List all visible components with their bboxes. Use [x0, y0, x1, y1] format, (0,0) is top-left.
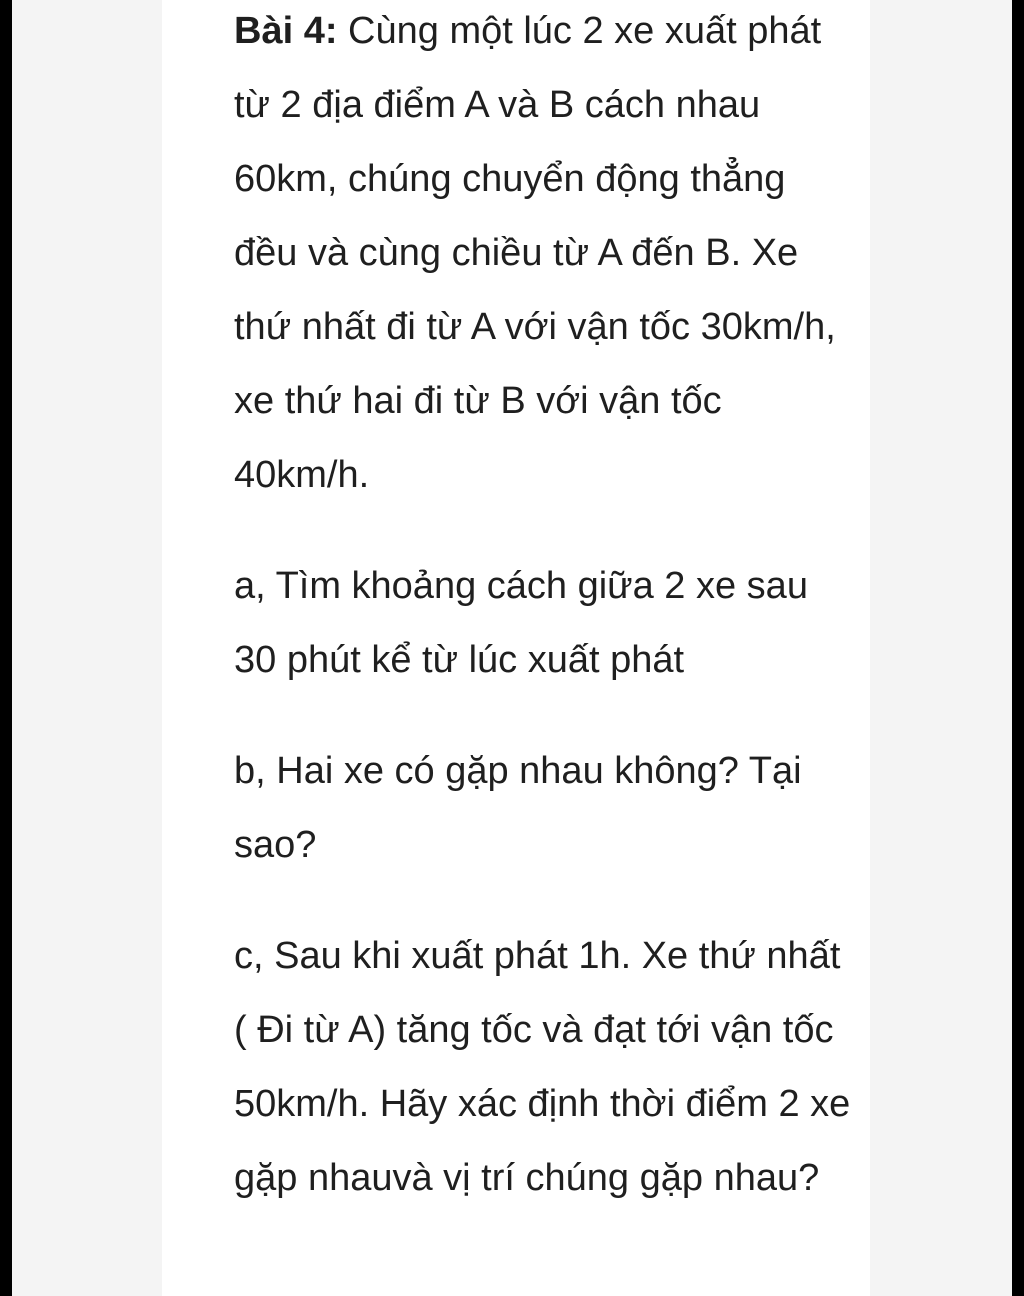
document-page [162, 0, 870, 1296]
part-a: a, Tìm khoảng cách giữa 2 xe sau 30 phút kể từ lúc xuất phát [234, 565, 808, 681]
right-margin-band [862, 0, 1012, 1296]
part-b: b, Hai xe có gặp nhau không? Tại sao? [234, 750, 802, 866]
problem-statement-text: Cùng một lúc 2 xe xuất phát từ 2 địa điểm A và B cách nhau 60km, chúng chuyển động thẳng đều và cùng chiều từ A đến B. Xe thứ nhất đi từ A với vận tốc 30km/h, xe thứ hai đi từ B với vận tốc 40km/h. [234, 10, 836, 496]
problem-heading: Bài 4: [234, 10, 338, 52]
problem-text [234, 0, 854, 1215]
left-margin-band [12, 0, 162, 1296]
problem-statement [234, 0, 854, 512]
part-c: c, Sau khi xuất phát 1h. Xe thứ nhất ( Đi từ A) tăng tốc và đạt tới vận tốc 50km/h. Hãy xác định thời điểm 2 xe gặp nhauvà vị trí chúng gặp nhau? [234, 935, 851, 1199]
